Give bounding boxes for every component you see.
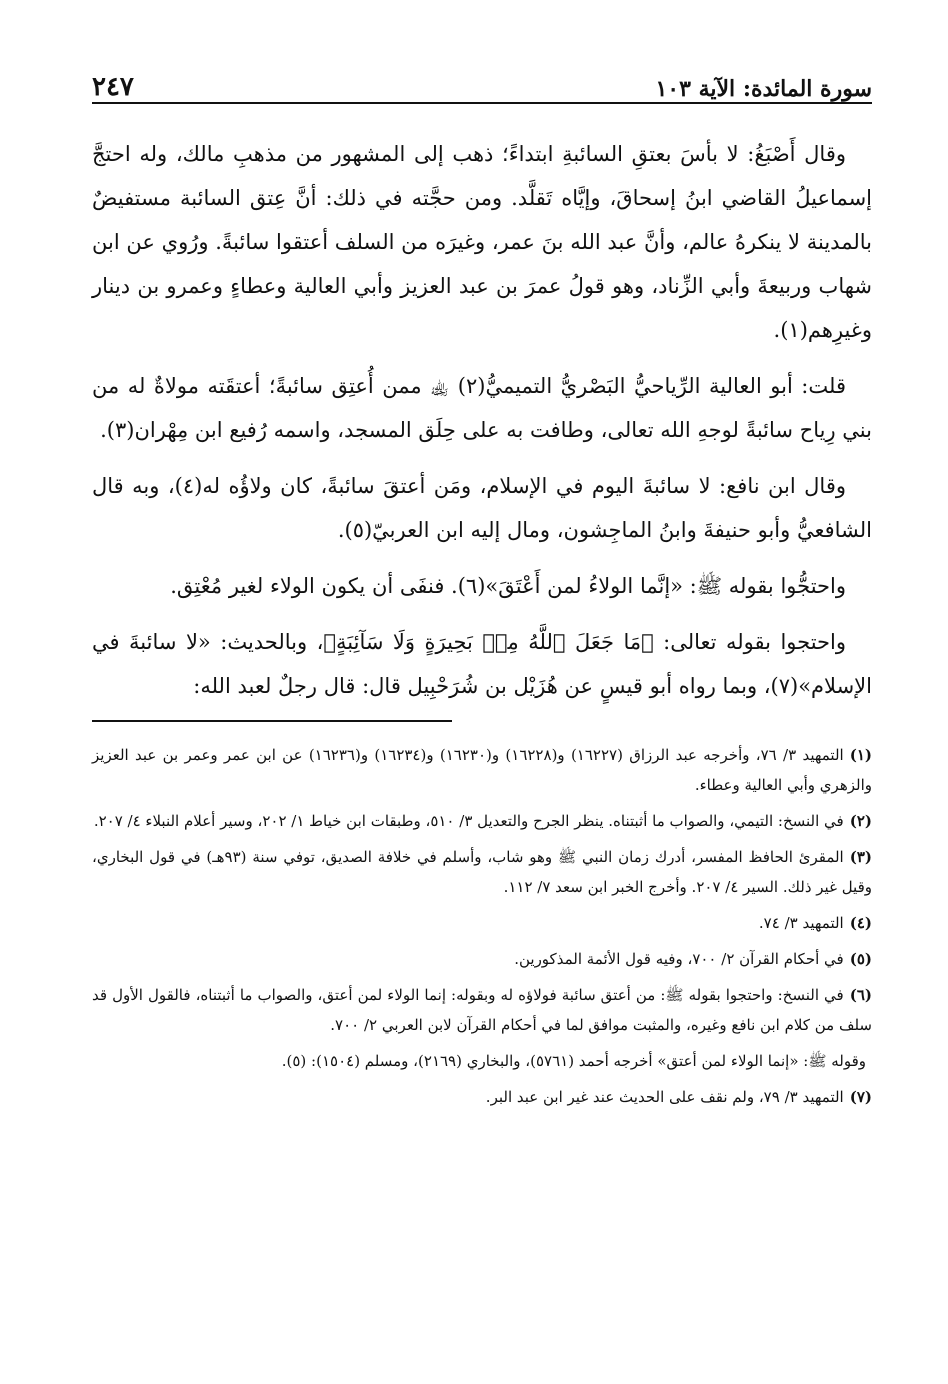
footnote-text: وقوله ﷺ: «إنما الولاء لمن أعتق» أخرجه أحمد (٥٧٦١)، والبخاري (٢١٦٩)، ومسلم (١٥٠٤): (٥).: [281, 1052, 866, 1070]
footnote: [92, 1082, 872, 1112]
paragraph: واحتجُّوا بقوله ﷺ: «إنَّما الولاءُ لمن أَعْتَقَ»(٦). فنفَى أن يكون الولاء لغير مُعْتِق.: [170, 574, 846, 598]
running-header: [92, 58, 872, 104]
footnote: [92, 944, 872, 974]
footnote-number: (٧): [849, 1088, 872, 1106]
footnotes: [92, 740, 872, 1112]
footnote: [92, 980, 872, 1040]
paragraph: واحتجوا بقوله تعالى: ﴿مَا جَعَلَ ٱللَّهُ مِنۢ بَحِيرَةٍ وَلَا سَآئِبَةٍ﴾، وبالحديث: «لا سائبةَ في الإسلام»(٧)، وبما رواه أبو قيسٍ عن هُزَيْل بن شُرَحْبِيل قال: قال رجلٌ لعبد الله:: [92, 630, 872, 698]
paragraph: وقال ابن نافع: لا سائبةَ اليوم في الإسلام، ومَن أعتقَ سائبةً، كان ولاؤُه له(٤)، وبه قال الشافعيُّ وأبو حنيفةَ وابنُ الماجِشون، ومال إليه ابن العربيّ(٥).: [92, 474, 872, 542]
footnote: [92, 806, 872, 836]
paragraph: قلت: أبو العالية الرِّياحيُّ البَصْريُّ التميميُّ(٢) ﵀ ممن أُعتِق سائبةً؛ أعتقَته مولاةٌ له من بني رِياح سائبةً لوجهِ الله تعالى، وطافت به على حِلَق المسجد، واسمه رُفيع ابن مِهْران(٣).: [92, 374, 872, 442]
book-page: [92, 58, 872, 1358]
footnote-text: المقرئ الحافظ المفسر، أدرك زمان النبي ﷺ وهو شاب، وأسلم في خلافة الصديق، توفي سنة (٩٣هـ) في قول البخاري، وقيل غير ذلك. السير ٤/ ٢٠٧. وأخرج الخبر ابن سعد ٧/ ١١٢.: [92, 848, 872, 896]
footnote-separator: [92, 720, 452, 722]
footnote-number: (٢): [849, 812, 872, 830]
page-number: ٢٤٧: [92, 72, 134, 102]
footnote-text: التمهيد ٣/ ٧٦، وأخرجه عبد الرزاق (١٦٢٢٧) و(١٦٢٢٨) و(١٦٢٣٠) و(١٦٢٣٤) و(١٦٢٣٦) عن ابن عمر وعمر بن عبد العزيز والزهري وأبي العالية وعطاء.: [92, 746, 872, 794]
footnote-text: في النسخ: واحتجوا بقوله ﷺ: من أعتق سائبة فولاؤه له وبقوله: إنما الولاء لمن أعتق، والصواب ما أثبتناه، فالقول الأول قد سلف من كلام ابن نافع وغيره، والمثبت موافق لما في أحكام القرآن لابن العربي ٢/ ٧٠٠.: [92, 986, 872, 1034]
running-title: سورة المائدة: الآية ١٠٣: [655, 76, 872, 102]
main-text: [92, 132, 872, 708]
footnote-text: في النسخ: التيمي، والصواب ما أثبتناه. ينظر الجرح والتعديل ٣/ ٥١٠، وطبقات ابن خياط ١/ ٢٠٢، وسير أعلام النبلاء ٤/ ٢٠٧.: [93, 812, 844, 830]
footnote-text: في أحكام القرآن ٢/ ٧٠٠، وفيه قول الأئمة المذكورين.: [514, 950, 844, 968]
footnote: [92, 908, 872, 938]
footnote-number: (٤): [849, 914, 872, 932]
footnote-text: التمهيد ٣/ ٧٩، ولم نقف على الحديث عند غير ابن عبد البر.: [485, 1088, 844, 1106]
paragraph: وقال أَصْبَغُ: لا بأسَ بعتقِ السائبةِ ابتداءً؛ ذهب إلى المشهور من مذهبِ مالك، وله احتجَّ إسماعيلُ القاضي ابنُ إسحاقَ، وإيَّاه تَقلَّد. ومن حجَّته في ذلك: أنَّ عِتق السائبة مستفيضٌ بالمدينة لا ينكرهُ عالم، وأنَّ عبد الله بنَ عمر، وغيرَه من السلف أعتقوا سائبةً. ورُوي عن ابن شهاب وربيعةَ وأبي الزِّناد، وهو قولُ عمرَ بن عبد العزيز وأبي العالية وعطاءٍ وعمرو بن دينار وغيرِهم(١).: [92, 142, 872, 342]
footnote-number: (٦): [849, 986, 872, 1004]
footnote-number: (٥): [849, 950, 872, 968]
footnote-text: التمهيد ٣/ ٧٤.: [758, 914, 844, 932]
footnote-number: (١): [849, 746, 872, 764]
footnote: [92, 842, 872, 902]
footnote: [92, 740, 872, 800]
footnote-number: (٣): [849, 848, 873, 866]
footnote-continuation: [92, 1046, 872, 1076]
